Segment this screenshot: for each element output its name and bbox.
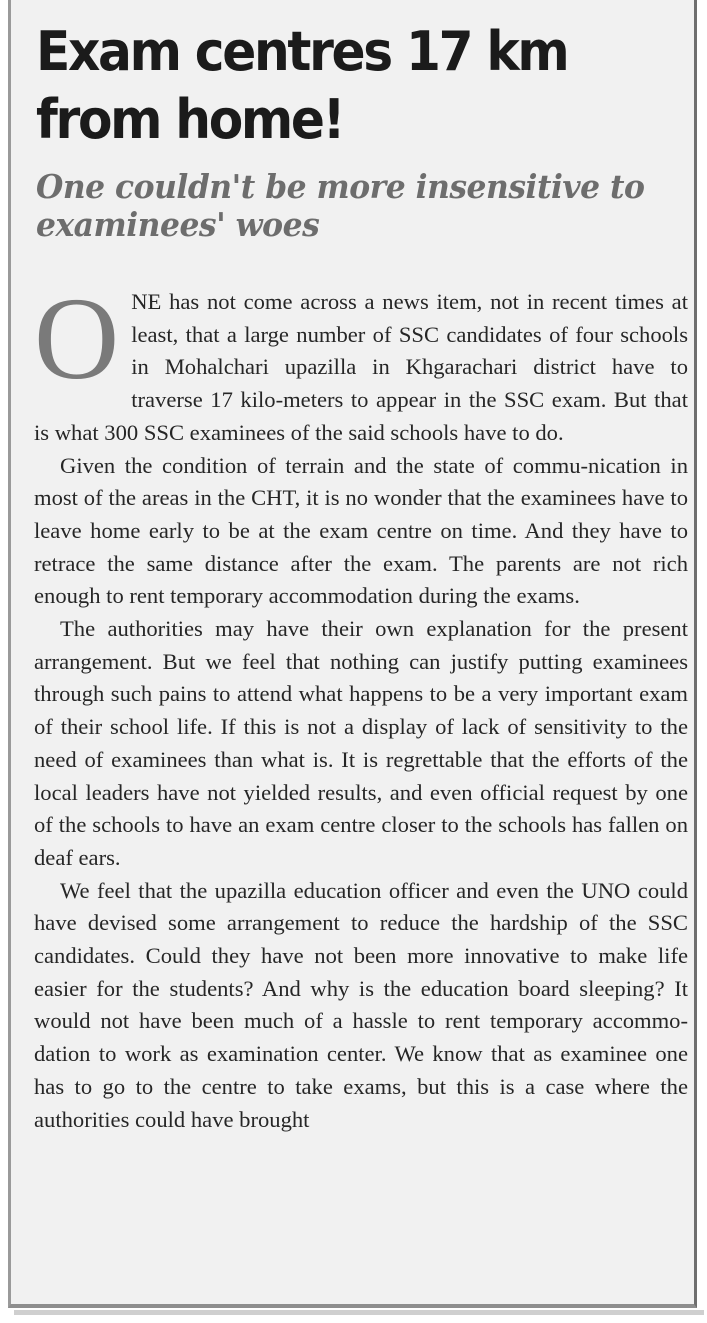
headline: Exam centres 17 km from home! (36, 20, 568, 151)
paragraph-1 (34, 273, 688, 450)
clipping-shadow (14, 1310, 704, 1315)
subheadline: One couldn't be more insensitive to examinees' woes (36, 167, 645, 244)
paragraph-1-text: NE has not come across a news item, not in recent times at least, that a large number of SSC candidates of four schools in Mohalchari upazilla in Khgarachari district have to traverse 17 kilo-meters to appear in the SSC exam. But that is what 300 SSC examinees of the said schools have to do. (34, 289, 688, 445)
article-body (34, 273, 688, 1136)
paragraph-4: We feel that the upazilla education officer and even the UNO could have devised some arrangement to reduce the hardship of the SSC candidates. Could they have not been more innovative to make life easier for the students? And why is the education board sleeping? It would not have been much of a hassle to rent temporary accommo-dation to work as examination center. We know that as examinee one has to go to the centre to take exams, but this is a case where the authorities could have brought (34, 877, 688, 1132)
newspaper-clipping (8, 0, 697, 1308)
paragraph-3: The authorities may have their own explanation for the present arrangement. But we feel that nothing can justify putting examinees through such pains to attend what happens to be a very important exam of their school life. If this is not a display of lack of sensitivity to the need of examinees than what is. It is regrettable that the efforts of the local leaders have not yielded results, and even official request by one of the schools to have an exam centre closer to the schools has fallen on deaf ears. (34, 616, 688, 870)
paragraph-2: Given the condition of terrain and the state of commu-nication in most of the areas in the CHT, it is no wonder that the examinees have to leave home early to be at the exam centre on time. And they have to retrace the same distance after the exam. The parents are not rich enough to rent temporary accommodation during the exams. (34, 452, 688, 609)
drop-cap: O (34, 273, 120, 404)
